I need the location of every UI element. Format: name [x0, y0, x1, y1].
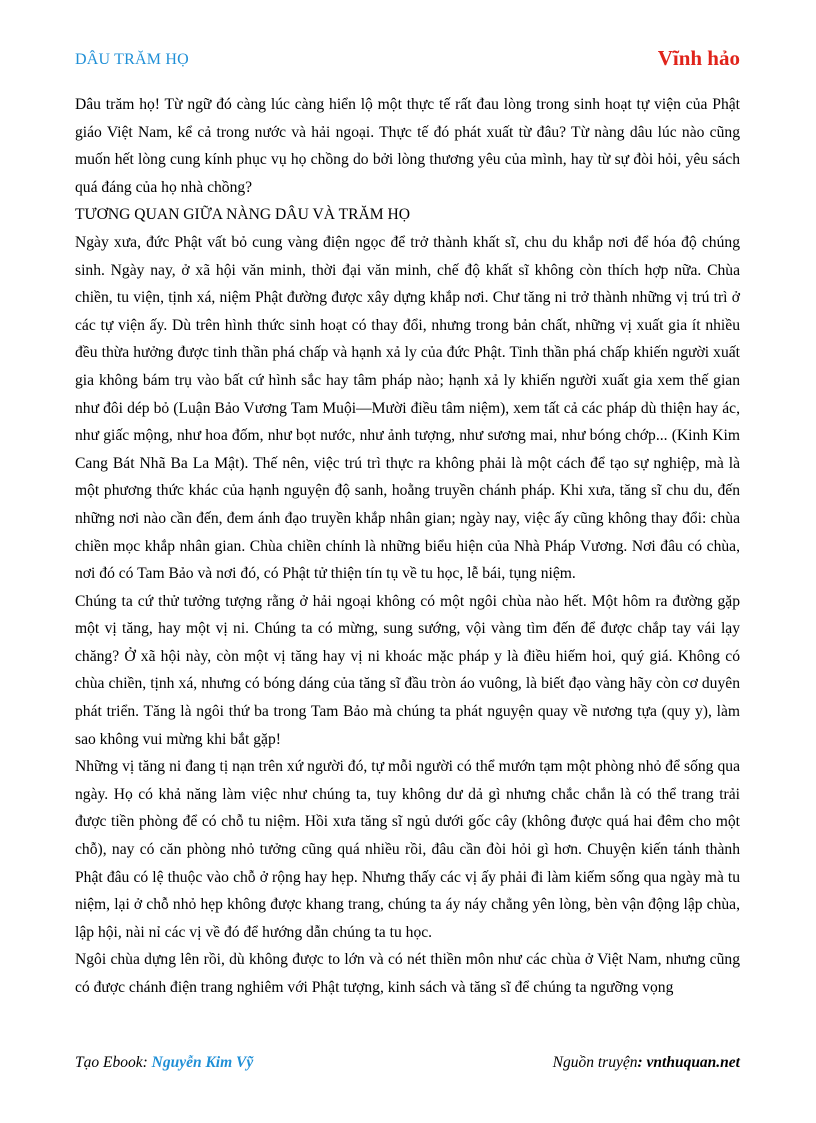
creator-separator: : [142, 1054, 152, 1071]
source-label: Nguồn truyện [552, 1054, 638, 1071]
paragraph: Những vị tăng ni đang tị nạn trên xứ người đó, tự mỗi người có thể mướn tạm một phòng nhỏ để sống qua ngày. Họ có khả năng làm việc như chúng ta, tuy không dư dả gì nhưng chắc chắn là có thể trang trải được tiền phòng để có chỗ tu niệm. Hồi xưa tăng sĩ ngủ dưới gốc cây (không được quá hai đêm cho một chỗ), nay có căn phòng nhỏ tưởng cũng quá nhiều rồi, đâu cần đòi hỏi gì hơn. Chuyện kiến tánh thành Phật đâu có lệ thuộc vào chỗ ở rộng hay hẹp. Nhưng thấy các vị ấy phải đi làm kiếm sống qua ngày mà tu niệm, lại ở chỗ nhỏ hẹp không được khang trang, chúng ta áy náy chẳng yên lòng, bèn vận động lập chùa, lập hội, nài nỉ các vị về đó để hướng dẫn chúng ta tu học. [75, 758, 740, 941]
paragraph: Chúng ta cứ thử tưởng tượng rằng ở hải ngoại không có một ngôi chùa nào hết. Một hôm ra đường gặp một vị tăng, hay một vị ni. Chúng ta có mừng, sung sướng, vội vàng tìm đến để được chắp tay vái lạy chăng? Ở xã hội này, còn một vị tăng hay vị ni khoác mặc pháp y là điều hiếm hoi, quý giá. Không có chùa chiền, tịnh xá, nhưng có bóng dáng của tăng sĩ đầu tròn áo vuông, là biết đạo vàng hãy còn cơ duyên phát triển. Tăng là ngôi thứ ba trong Tam Bảo mà chúng ta phát nguyện quay về nương tựa (quy y), làm sao không vui mừng khi bắt gặp! [75, 592, 740, 748]
document-body [75, 91, 740, 1002]
creator-name: Nguyễn Kim Vỹ [151, 1054, 254, 1071]
page-header [75, 46, 740, 76]
story-source [553, 1054, 740, 1072]
paragraph: Ngôi chùa dựng lên rồi, dù không được to lớn và có nét thiền môn như các chùa ở Việt Nam, nhưng cũng có được chánh điện trang nghiêm với Phật tượng, kinh sách và tăng sĩ để chúng ta ngưỡng vọng [75, 951, 740, 996]
ebook-creator [75, 1054, 253, 1072]
source-name: vnthuquan.net [646, 1054, 740, 1071]
document-title: DÂU TRĂM HỌ [75, 51, 189, 68]
author-name: Vĩnh hảo [657, 46, 740, 70]
paragraph: Ngày xưa, đức Phật vất bỏ cung vàng điện ngọc để trở thành khất sĩ, chu du khắp nơi để hóa độ chúng sinh. Ngày nay, ở xã hội văn minh, thời đại văn minh, chế độ khất sĩ không còn thích hợp nữa. Chùa chiền, tu viện, tịnh xá, niệm Phật đường được xây dựng khắp nơi. Chư tăng ni trở thành những vị trú trì ở các tự viện ấy. Dù trên hình thức sinh hoạt có thay đổi, nhưng trong bản chất, những vị xuất gia ít nhiều đều thừa hưởng được tinh thần phá chấp và hạnh xả ly của đức Phật. Tinh thần phá chấp khiến người xuất gia không bám trụ vào bất cứ hình sắc hay tâm pháp nào; hạnh xả ly khiến người xuất gia xem thế gian như đôi dép bỏ (Luận Bảo Vương Tam Muội—Mười điều tâm niệm), xem tất cả các pháp dù thiện hay ác, như giấc mộng, như hoa đốm, như bọt nước, như ảnh tượng, như sương mai, như bóng chớp... (Kinh Kim Cang Bát Nhã Ba La Mật). Thế nên, việc trú trì thực ra không phải là một cách để tạo sự nghiệp, mà là một phương thức khác của hạnh nguyện độ sanh, hoằng truyền chánh pháp. Khi xưa, tăng sĩ chu du, đến những nơi nào cần đến, đem ánh đạo truyền khắp nhân gian; ngày nay, việc ấy cũng không thay đổi: chùa chiền mọc khắp nhân gian. Chùa chiền chính là những biểu hiện của Nhà Pháp Vương. Nơi đâu có chùa, nơi đó có Tam Bảo và nơi đó, có Phật tử thiện tín tụ về tu học, lễ bái, tụng niệm. [75, 233, 740, 583]
page-footer [75, 1054, 740, 1078]
section-heading: TƯƠNG QUAN GIỮA NÀNG DÂU VÀ TRĂM HỌ [75, 206, 411, 224]
paragraph-intro: Dâu trăm họ! Từ ngữ đó càng lúc càng hiển lộ một thực tế rất đau lòng trong sinh hoạt tự viện của Phật giáo Việt Nam, kể cả trong nước và hải ngoại. Thực tế đó phát xuất từ đâu? Từ nàng dâu lúc nào cũng muốn hết lòng cung kính phục vụ họ chồng do bởi lòng thương yêu của mình, hay từ sự đòi hỏi, yêu sách quá đáng của họ nhà chồng? [75, 96, 740, 196]
creator-label: Tạo Ebook [75, 1054, 143, 1071]
source-separator: : [637, 1054, 647, 1071]
